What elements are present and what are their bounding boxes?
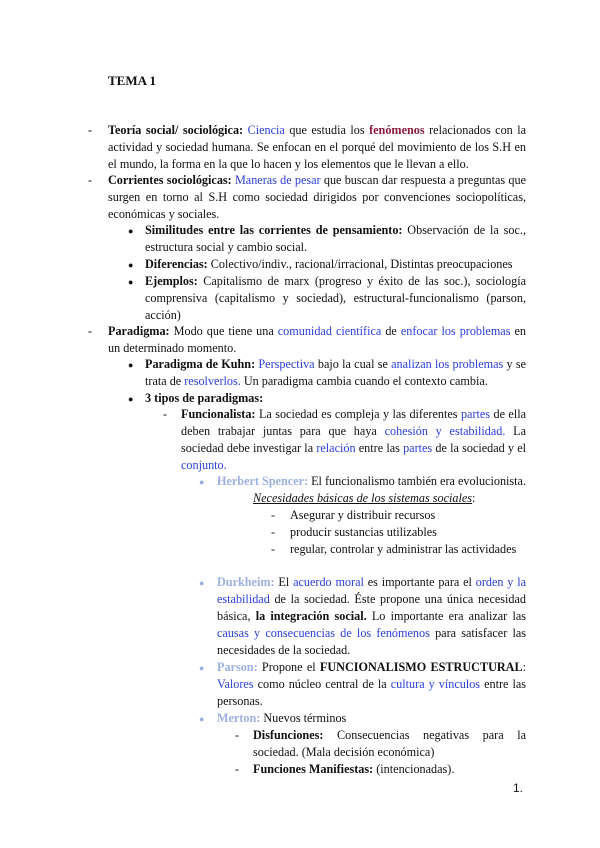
link-ciencia: Ciencia (247, 123, 285, 137)
term-funciones-manifiestas: Funciones Manifiestas: (253, 762, 374, 776)
bullet-icon: ● (199, 714, 205, 724)
text: La sociedad es compleja y las diferentes (258, 407, 458, 421)
name-durkheim: Durkheim: (217, 575, 275, 589)
text: para satisfacer las necesidades de la sociedad. (217, 626, 526, 657)
text: Modo que tiene una (173, 324, 274, 338)
term-kuhn: Paradigma de Kuhn: (145, 357, 256, 371)
text: como núcleo central de la (257, 677, 387, 691)
text: Lo importante era analizar las (371, 609, 526, 623)
text: Un paradigma cambia cuando el contexto cambia. (243, 374, 488, 388)
text: El funcionalismo también era evolucionista. (311, 474, 527, 488)
name-merton: Merton: (217, 711, 261, 725)
dash-marker: - (88, 123, 93, 137)
text: que buscan dar respuesta a preguntas que surgen en torno al S.H como sociedad dirigidos por convenciones sociopolíticas, económicas y sociales. (108, 173, 526, 221)
text: bajo la cual se (317, 357, 388, 371)
dash-marker: - (271, 542, 276, 556)
item-disfunciones (253, 727, 526, 761)
link-acuerdo-moral: acuerdo moral (293, 575, 364, 589)
link-causas-consecuencias: causas y consecuencias de los fenómenos (217, 626, 430, 640)
link-maneras-de-pesar: Maneras de pesar (234, 173, 321, 187)
text: entre las (358, 441, 400, 455)
item-parson (217, 659, 526, 710)
dash-marker: - (235, 762, 240, 776)
paragraph-paradigma (108, 323, 526, 357)
item-spencer (217, 473, 526, 490)
link-enfocar-problemas: enfocar los problemas (400, 324, 511, 338)
text: de la sociedad. Éste propone una única necesidad básica, (217, 592, 526, 623)
name-spencer: Herbert Spencer: (217, 474, 309, 488)
text: de ella deben trabajar juntas para que haya (181, 407, 527, 438)
bullet-icon: ● (128, 277, 134, 287)
bullet-icon: ● (199, 578, 205, 588)
text: Capitalismo de marx (progreso y éxito de las soc.), sociología comprensiva (capitalismo y sociedad), estructural-funcionalismo (parson, acción) (145, 274, 526, 322)
item-similitudes (145, 222, 526, 256)
text: : (522, 660, 527, 674)
text: relacionados con la actividad y sociedad humana. Se enfocan en el porqué del movimiento de los S.H en el mundo, la forma en la que lo hacen y los elementos que le llevan a ello. (108, 123, 527, 171)
bullet-icon: ● (199, 663, 205, 673)
text: : (472, 491, 476, 505)
item-durkheim (217, 574, 526, 659)
text: Consecuencias negativas para la sociedad. (Mala decisión económica) (253, 728, 527, 759)
text: La sociedad debe investigar la (181, 424, 527, 455)
name-parson: Parson: (217, 660, 258, 674)
text: entre las personas. (217, 677, 527, 708)
text: en un determinado momento. (108, 324, 527, 355)
term-funcionalismo-estructural: FUNCIONALISMO ESTRUCTURAL (319, 660, 523, 674)
dash-marker: - (88, 324, 93, 338)
text: Observación de la soc., estructura social y cambio social. (145, 223, 527, 254)
term-tipos-paradigmas: 3 tipos de paradigmas: (145, 391, 264, 405)
bullet-icon: ● (128, 394, 134, 404)
list-item: Asegurar y distribuir recursos (290, 508, 436, 522)
term-funcionalista: Funcionalista: (181, 407, 256, 421)
link-relacion: relación (316, 441, 356, 455)
text: de la sociedad y el (435, 441, 527, 455)
text: El (278, 575, 290, 589)
text: de (385, 324, 397, 338)
necesidades-basicas: Necesidades básicas de los sistemas sociales (253, 491, 473, 505)
spencer-subheading (253, 490, 526, 507)
text: es importante para el (367, 575, 472, 589)
link-valores: Valores (217, 677, 254, 691)
link-comunidad-cientifica: comunidad científica (277, 324, 382, 338)
item-funciones-manifiestas (253, 761, 526, 778)
text: que estudia los (289, 123, 365, 137)
list-item: regular, controlar y administrar las actividades (290, 542, 517, 556)
term-similitudes: Similitudes entre las corrientes de pensamiento: (145, 223, 403, 237)
bullet-icon: ● (128, 226, 134, 236)
term-integracion-social: la integración social. (255, 609, 367, 623)
text: y se trata de (145, 357, 527, 388)
item-funcionalista (181, 406, 526, 474)
page-number: 1. (513, 781, 524, 795)
text: Nuevos términos (263, 711, 347, 725)
term-ejemplos: Ejemplos: (145, 274, 198, 288)
link-orden-estabilidad: orden y la estabilidad (217, 575, 527, 606)
paragraph-corrientes (108, 172, 526, 223)
dash-marker: - (163, 407, 168, 421)
bullet-icon: ● (128, 260, 134, 270)
link-analizan-problemas: analizan los problemas (391, 357, 504, 371)
link-conjunto: conjunto. (181, 458, 227, 472)
list-item: producir sustancias utilizables (290, 525, 437, 539)
paragraph-teoria-social (108, 122, 526, 173)
item-diferencias (145, 256, 526, 273)
link-partes: partes (460, 407, 491, 421)
link-cohesion: cohesión y estabilidad. (384, 424, 506, 438)
dash-marker: - (271, 525, 276, 539)
term-paradigma: Paradigma: (108, 324, 170, 338)
term-teoria-social: Teoría social/ sociológica: (108, 123, 244, 137)
bullet-icon: ● (199, 477, 205, 487)
page-title: TEMA 1 (108, 73, 157, 88)
text: Colectivo/indiv., racional/irracional, Distintas preocupaciones (210, 257, 513, 271)
link-resolverlos: resolverlos. (184, 374, 241, 388)
item-kuhn (145, 356, 526, 390)
link-perspectiva: Perspectiva (258, 357, 315, 371)
item-tipos-paradigmas (145, 390, 526, 407)
highlight-fenomenos: fenómenos (369, 123, 425, 137)
term-diferencias: Diferencias: (145, 257, 208, 271)
term-disfunciones: Disfunciones: (253, 728, 324, 742)
text: Propone el (261, 660, 316, 674)
dash-marker: - (88, 173, 93, 187)
dash-marker: - (235, 728, 240, 742)
link-partes: partes (403, 441, 433, 455)
dash-marker: - (271, 508, 276, 522)
term-corrientes: Corrientes sociológicas: (108, 173, 232, 187)
item-ejemplos (145, 273, 526, 324)
item-merton (217, 710, 526, 727)
bullet-icon: ● (128, 360, 134, 370)
link-cultura-vinculos: cultura y vínculos (390, 677, 481, 691)
text: (intencionadas). (376, 762, 455, 776)
